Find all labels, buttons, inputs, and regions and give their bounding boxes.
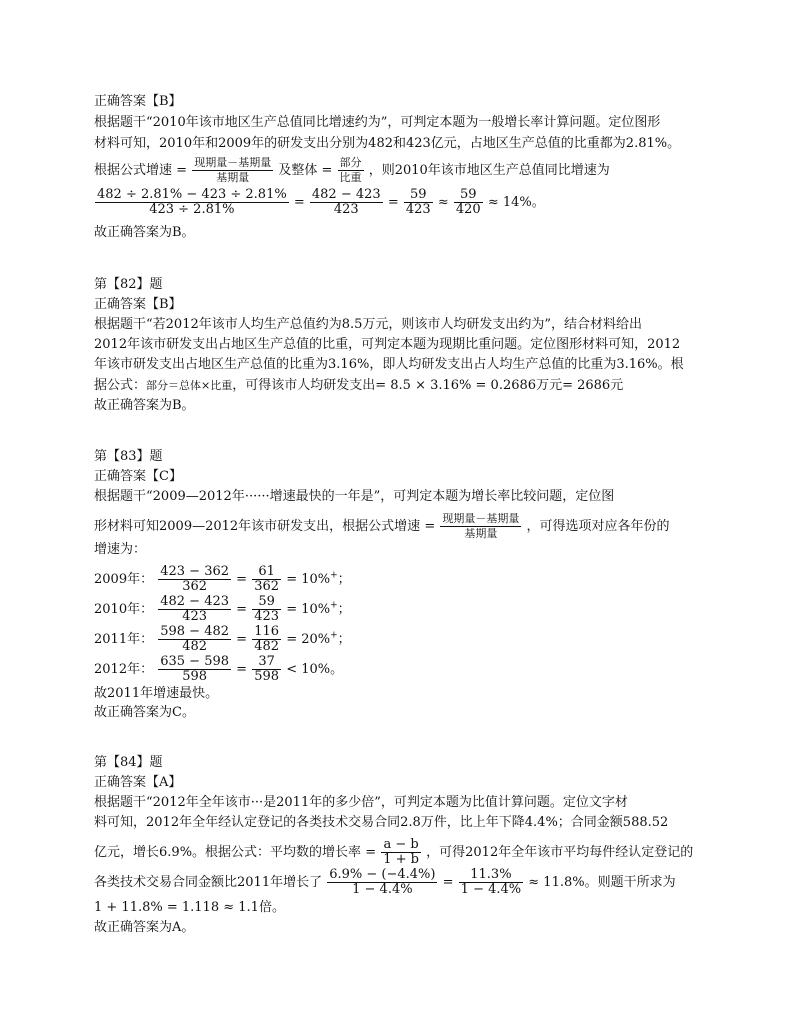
q84-equals: =	[365, 845, 377, 860]
q81-result: ≈ 14%	[487, 195, 532, 210]
q84-frac-1-den: 1 − 4.4%	[352, 882, 413, 897]
q83-row-label: 2012年：	[94, 662, 154, 677]
q84-line4-end: 。则题干所求为	[584, 875, 676, 890]
q83-line2	[94, 512, 670, 541]
q83-row-frac-1-num: 423 − 362	[160, 564, 230, 579]
q81-frac-1-den: 423 ÷ 2.81%	[149, 202, 235, 217]
q83-row-result: = 10%	[286, 602, 331, 617]
q84-avg-denominator: 1 + b	[383, 852, 419, 867]
q83-line1: 根据题干“2009—2012年······增速最快的一年是”，可判定本题为增长率比较问题，定位图	[94, 489, 615, 504]
q83-row-frac-1	[158, 595, 231, 624]
q83-row-frac-1-den: 482	[182, 639, 208, 654]
q81-frac-2-den: 423	[333, 202, 359, 217]
q84-frac-2-den: 1 − 4.4%	[460, 882, 522, 897]
q84-line3-end: ，可得2012年全年该市平均每件经认定登记的	[426, 845, 694, 860]
q82-line3-mid: ，即人均研发支出占人均生产总值的比重为	[369, 357, 617, 372]
q83-row-end: ；	[337, 632, 351, 647]
q81-result-end: 。	[531, 195, 545, 210]
q82-conclusion: 故正确答案为B。	[94, 398, 195, 413]
q84-line4	[94, 868, 676, 897]
q83-row-frac-1	[158, 565, 231, 594]
q81-equals: =	[176, 163, 188, 178]
q84-line4-text: 各类技术交易合同金额比2011年增长了	[94, 875, 323, 890]
q83-row-frac-1-den: 598	[182, 669, 208, 684]
q81-conclusion: 故正确答案为B。	[94, 225, 195, 240]
q81-calculation	[94, 188, 545, 217]
q83-row-result: = 20%	[286, 632, 331, 647]
q84-unit-times: 倍。	[258, 900, 285, 915]
q83-title: 第【83】题	[94, 449, 163, 464]
q83-row-frac-2	[252, 625, 281, 654]
q83-row-sup: +	[330, 600, 338, 611]
q83-row-frac-2-num: 37	[252, 655, 281, 670]
q82-line4-text: ，可得该市人均研发支出	[232, 378, 376, 393]
q81-line3-end: ，则2010年该市地区生产总值同比增速为	[368, 163, 610, 178]
q82-unit-yuan: 元	[610, 378, 624, 393]
q84-result: ≈ 11.8%	[528, 875, 585, 890]
q81-answer: 正确答案【B】	[94, 94, 182, 109]
q82-formula-label: 据公式：	[94, 378, 147, 393]
q81-frac-2	[310, 188, 383, 217]
q84-final-calc: 1 + 11.8% = 1.118 ≈ 1.1	[94, 900, 259, 915]
q84-frac-1-num: 6.9% − (−4.4%)	[329, 867, 436, 882]
q83-row-frac-2-den: 598	[254, 669, 280, 684]
q83-line2-text: 形材料可知2009—2012年该市研发支出，根据公式增速	[94, 519, 421, 534]
q82-line3	[94, 357, 684, 373]
q83-row-result: = 10%	[286, 572, 331, 587]
q84-line2-end: ；合同金额588.52	[557, 815, 669, 830]
q81-whole-formula	[338, 156, 364, 185]
q82-line2: 2012年该市研发支出占地区生产总值的比重，可判定本题为现期比重问题。定位图形材料可知，2012	[94, 337, 681, 352]
q83-row-frac-1-num: 482 − 423	[160, 594, 230, 609]
q81-approx-1: ≈	[437, 195, 449, 210]
q81-line1: 根据题干“2010年该市地区生产总值同比增速约为”，可判定本题为一般增长率计算问题。定位图形	[94, 115, 661, 130]
q83-line2-end: ，可得选项对应各年份的	[526, 519, 670, 534]
q83-row-frac-2-num: 61	[252, 565, 281, 580]
q83-equals: =	[424, 519, 436, 534]
q83-row-label: 2009年：	[94, 572, 154, 587]
q84-eq-1: =	[442, 875, 454, 890]
q83-row-2010: 2010年： $\frac{482 - 423}{423}$ = $\frac{59}{423}$ = 10%+；	[94, 594, 351, 624]
q84-frac-2-num: 11.3%	[459, 868, 523, 883]
q83-row-frac-1-num: 635 − 598	[160, 654, 230, 669]
q81-line2	[94, 136, 680, 152]
q84-line3-text: 亿元，增长	[94, 845, 160, 860]
q83-row-frac-2-den: 362	[254, 579, 280, 594]
q84-title: 第【84】题	[94, 755, 163, 770]
q83-conclusion: 故正确答案为C。	[94, 705, 195, 720]
q81-line3	[94, 156, 610, 185]
q83-row-end: ；	[337, 572, 351, 587]
q83-row-frac-1-den: 423	[182, 609, 208, 624]
q82-ratio-2: 3.16%	[616, 357, 658, 372]
q84-decline-value: 4.4%	[524, 815, 558, 830]
q84-frac-1	[327, 868, 437, 897]
q83-row-frac-1-den: 362	[182, 579, 208, 594]
q83-answer: 正确答案【C】	[94, 469, 182, 484]
q84-conclusion: 故正确答案为A。	[94, 920, 195, 935]
q83-row-frac-1	[158, 625, 231, 654]
q81-ratio-value: 2.81%	[625, 136, 668, 151]
q82-unit-wan: 万元	[536, 378, 563, 393]
q84-formula-label: 。根据公式：平均数的增长率	[192, 845, 362, 860]
q83-growth-numerator: 现期量－基期量	[442, 512, 520, 525]
q84-line5	[94, 900, 285, 916]
q81-line2-text: 材料可知，2010年和2009年的研发支出分别为482和423亿元，占地区生产总值的比重都为	[94, 136, 626, 151]
q81-frac-3	[404, 188, 433, 217]
q81-eq-1: =	[293, 195, 305, 210]
q84-answer: 正确答案【A】	[94, 775, 182, 790]
q81-frac-3-den: 423	[405, 202, 431, 217]
q81-whole-label: 及整体	[278, 163, 318, 178]
q83-row-sup: +	[330, 570, 338, 581]
q82-line3-end: 。根	[657, 357, 684, 372]
q83-line3: 增速为：	[94, 542, 147, 557]
q82-answer: 正确答案【B】	[94, 297, 182, 312]
q81-whole-numerator: 部分	[339, 156, 362, 169]
q83-row-frac-2-num: 116	[254, 624, 280, 639]
q81-growth-numerator: 现期量－基期量	[194, 156, 272, 169]
q83-row-2011: 2011年： $\frac{598 - 482}{482}$ = $\frac{116}{482}$ = 20%+；	[94, 624, 351, 654]
q83-row-frac-2	[252, 655, 281, 684]
q82-title: 第【82】题	[94, 277, 163, 292]
q81-eq-2: =	[387, 195, 399, 210]
q83-row-frac-2	[252, 595, 281, 624]
q83-row-frac-1	[158, 655, 231, 684]
q83-line8: 故2011年增速最快。	[94, 686, 219, 701]
q83-row-frac-2	[252, 565, 281, 594]
q83-row-frac-2-num: 59	[252, 595, 281, 610]
q81-frac-3-num: 59	[404, 188, 433, 203]
q82-calc: = 8.5 × 3.16% = 0.2686	[375, 378, 537, 393]
q83-row-2009: 2009年： $\frac{423 - 362}{362}$ = $\frac{61}{362}$ = 10%+；	[94, 564, 351, 594]
q83-row-frac-1-num: 598 − 482	[160, 624, 230, 639]
q82-line1: 根据题干“若2012年该市人均生产总值约为8.5万元，则该市人均研发支出约为”，结合材料给出	[94, 317, 643, 332]
q83-row-frac-2-den: 482	[254, 639, 280, 654]
q83-row-label: 2010年：	[94, 602, 154, 617]
q84-line2	[94, 815, 668, 831]
q84-avg-formula	[381, 838, 421, 867]
q81-whole-denominator: 比重	[339, 171, 362, 184]
q83-growth-formula	[440, 512, 521, 541]
q83-row-label: 2011年：	[94, 632, 154, 647]
q83-row-sup: +	[330, 630, 338, 641]
q83-row-2012: 2012年： $\frac{635 - 598}{598}$ = $\frac{37}{598}$ < 10%。	[94, 654, 344, 684]
q83-row-result: < 10%	[286, 662, 331, 677]
q81-frac-2-num: 482 − 423	[311, 187, 381, 202]
q82-line4	[94, 378, 623, 394]
q84-growth-value: 6.9%	[159, 845, 193, 860]
q81-frac-4-num: 59	[454, 188, 483, 203]
q81-growth-formula	[192, 156, 273, 185]
q81-line2-end: 。	[667, 136, 681, 151]
q84-frac-2	[459, 868, 523, 897]
q84-avg-numerator: a − b	[381, 838, 421, 853]
q82-formula: 部分＝总体×比重	[146, 379, 233, 392]
q81-frac-4	[454, 188, 483, 217]
q83-row-end: ；	[337, 602, 351, 617]
q82-result: = 2686	[562, 378, 611, 393]
q84-line1: 根据题干“2012年全年该市···是2011年的多少倍”，可判定本题为比值计算问题。定位文字材	[94, 795, 628, 810]
q82-ratio-1: 3.16%	[328, 357, 370, 372]
q82-line3-text: 年该市研发支出占地区生产总值的比重为	[94, 357, 329, 372]
q83-growth-denominator: 基期量	[464, 527, 498, 540]
q81-growth-denominator: 基期量	[216, 171, 250, 184]
q81-frac-1-num: 482 ÷ 2.81% − 423 ÷ 2.81%	[97, 187, 287, 202]
q84-line3	[94, 838, 693, 867]
q81-formula-label: 根据公式增速	[94, 163, 173, 178]
q81-equals-2: =	[321, 163, 333, 178]
q81-frac-1	[95, 188, 289, 217]
q84-line2-text: 料可知，2012年全年经认定登记的各类技术交易合同2.8万件，比上年下降	[94, 815, 525, 830]
q83-row-frac-2-den: 423	[254, 609, 280, 624]
q81-frac-4-den: 420	[455, 202, 481, 217]
q83-row-end: 。	[330, 662, 344, 677]
